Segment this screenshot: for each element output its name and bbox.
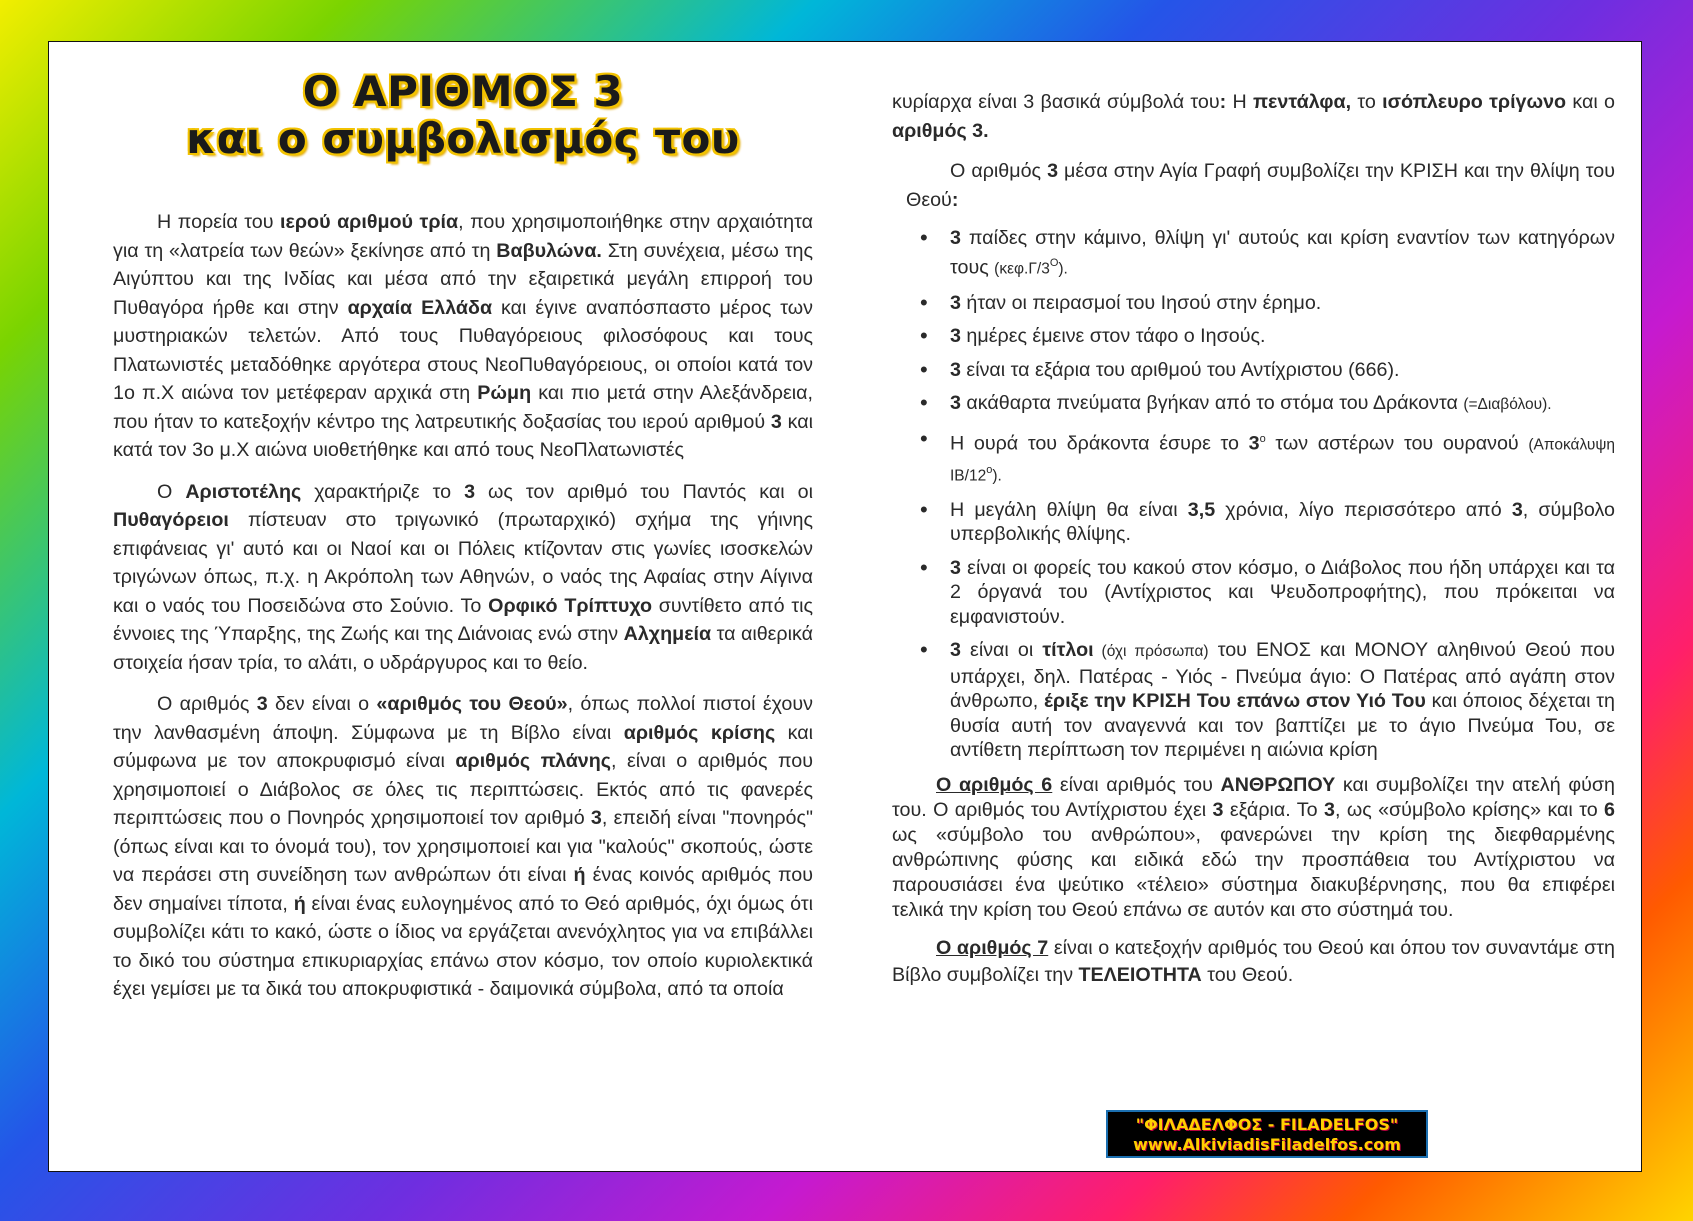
text-run: ως τον αριθμό του Παντός και οι — [475, 480, 813, 503]
text-run: είναι τα εξάρια του αριθμού του Αντίχριστου (666). — [960, 358, 1400, 381]
text-run: ημέρες έμεινε στον τάφο ο Ιησούς. — [960, 325, 1266, 348]
text-run: ήταν οι πειρασμοί του Ιησού στην έρημο. — [960, 291, 1322, 314]
text-run: 3 — [1047, 160, 1059, 182]
paragraph-number-7 — [892, 935, 1615, 989]
text-run: 3 — [950, 556, 961, 579]
text-run: του ΕΝΟΣ και ΜΟΝΟΥ αληθινού Θεού που υπάρχει, δηλ. Πατέρας - Υιός - Πνεύμα άγιο: Ο Πατέρας από αγάπη στον άνθρωπο, — [950, 639, 1616, 713]
badge-url: www.AlkiviadisFiladelfos.com — [1133, 1135, 1401, 1154]
text-run: «αριθμός του Θεού» — [376, 693, 568, 715]
text-run: Η μεγάλη θλίψη θα είναι — [950, 498, 1188, 521]
text-run: και σύμφωνα με τον αποκρυφισμό είναι — [113, 721, 813, 772]
list-item — [892, 291, 1615, 316]
text-run: Ο αριθμός 7 — [936, 936, 1049, 959]
text-run: Πυθαγόρειοι — [113, 509, 229, 531]
text-run: δεν είναι ο — [267, 693, 377, 715]
text-run: είναι οι — [960, 639, 1043, 662]
bullet-list — [892, 226, 1615, 763]
text-run: ή — [293, 892, 306, 915]
paragraph-scripture — [892, 157, 1615, 214]
text-run: (=Διαβόλου). — [1463, 396, 1552, 414]
text-run: O — [1049, 256, 1059, 269]
text-run: 3 — [1248, 432, 1260, 455]
text-run: , που χρησιμοποιήθηκε στην αρχαιότητα για τη «λατρεία των θεών» ξεκίνησε από τη — [113, 211, 813, 262]
bullet-icon: • — [920, 496, 928, 522]
list-item — [892, 556, 1615, 630]
text-run: είναι ένας ευλογημένος από το Θεό αριθμός, όχι όμως ότι συμβολίζει κάτι το κακό, ώστε ο ίδιος να εργάζεται ανενόχλητος για να επιβάλλει το δικό του σύστημα επικυριαρχίας επάνω στον κόσμο, τον οποίο κυριολεκτικά έχει γεμίσει με τα δικά του αποκρυφιστικά - δαιμονικά σύμβολα, από τα οποία — [113, 892, 813, 1000]
document-page — [48, 41, 1642, 1172]
text-run: (Αποκάλυψη ΙΒ/12 — [950, 436, 1615, 485]
bullet-icon: • — [920, 390, 928, 416]
list-item — [892, 391, 1615, 418]
text-run: του Θεού. — [1201, 963, 1294, 986]
text-run: Αριστοτέλης — [185, 480, 302, 503]
bullet-icon: • — [920, 356, 928, 382]
text-run: Βαβυλώνα. — [496, 239, 602, 262]
title-line-1: Ο ΑΡΙΘΜΟΣ 3 — [302, 67, 624, 116]
text-run: αρχαία Ελλάδα — [347, 296, 493, 319]
text-run: 3 — [950, 392, 961, 415]
text-run: ΑΝΘΡΩΠΟΥ — [1220, 773, 1336, 796]
list-item — [892, 324, 1615, 349]
text-run: κυρίαρχα είναι 3 βασικά σύμβολά του — [892, 91, 1220, 113]
text-run: 3 — [256, 693, 268, 715]
text-run: ο — [1259, 432, 1266, 445]
text-run: ως «σύμβολο του ανθρώπου», φανερώνει την κρίση της διεφθαρμένης ανθρώπινης φύσης και ειδικά εδώ την προσπάθεια του Αντίχριστου να παρουσιάσει ένα ψεύτικο «τέλειο» σύστημα διακυβέρνησης, που θα επιφέρει τελικά την κρίση του Θεού επάνω σε αυτόν και στο σύστημά του. — [892, 823, 1615, 921]
text-run: είναι αριθμός του — [1052, 773, 1221, 796]
text-run: και ο — [1566, 91, 1615, 113]
text-run: Ο — [157, 480, 186, 503]
bullet-icon: • — [920, 554, 928, 580]
text-run: ). — [992, 467, 1002, 485]
text-run: Η — [1226, 91, 1253, 113]
text-run: Ο αριθμός — [950, 160, 1048, 182]
list-item — [892, 427, 1615, 489]
text-run: των αστέρων του ουρανού — [1265, 432, 1529, 455]
text-run: και κατά τον 3ο μ.Χ αιώνα υιοθετήθηκε και από τους ΝεοΠλατωνιστές — [113, 410, 813, 461]
text-run: 3 — [590, 807, 602, 829]
text-run: τίτλοι — [1042, 639, 1094, 662]
paragraph-number-6 — [892, 773, 1615, 923]
badge-name: "ΦΙΛΑΔΕΛΦΟΣ - FILADELFOS" — [1135, 1115, 1399, 1134]
bullet-icon: • — [920, 225, 928, 250]
text-run: 3 — [1511, 498, 1523, 521]
bullet-icon: • — [920, 323, 928, 349]
text-run: ή — [573, 864, 586, 886]
text-run: 6 — [1604, 798, 1615, 821]
text-run: , επειδή είναι "πονηρός" (όπως είναι και το όνομά του), τον χρησιμοποιεί και για "καλούς" σκοπούς, ώστε να περάσει στη συνείδηση των ανθρώπων ότι είναι — [113, 807, 813, 886]
text-run: 3 — [770, 410, 782, 433]
paragraph-history — [113, 208, 813, 465]
text-run: , όπως πολλοί πιστοί έχουν την λανθασμένη άποψη. Σύμφωνα με τη Βίβλο είναι — [113, 693, 813, 744]
text-run: αριθμός κρίσης — [623, 721, 776, 744]
left-column — [113, 42, 813, 1004]
text-run: , σύμβολο υπερβολικής θλίψης. — [950, 498, 1616, 546]
text-run: αριθμός 3. — [892, 119, 989, 142]
text-run: Στη συνέχεια, μέσω της Αιγύπτου και της Ινδίας και μέσα από την εξαιρετικά μεγάλη επιρροή του Πυθαγόρα ήρθε και στην — [113, 239, 813, 319]
text-run: είναι οι φορείς του κακού στον κόσμο, ο Διάβολος που ήδη υπάρχει και τα 2 όργανά του (Αντίχριστος και Ψευδοπροφήτης), που πρόκειται να εμφανιστούν. — [950, 556, 1615, 628]
text-run: ισόπλευρο τρίγωνο — [1382, 91, 1567, 113]
text-run: είναι ο κατεξοχήν αριθμός του Θεού και όπου τον συναντάμε στη Βίβλο συμβολίζει την — [892, 936, 1616, 986]
list-item — [892, 638, 1615, 763]
text-run: και όποιος δέχεται τη θυσία αυτή τον αναγεννά και τον βαπτίζει με το άγιο Πνεύμα Του, σε αντίθετη περίπτωση τον περιμένει η αιώνια κρίση — [950, 690, 1615, 762]
paragraph-symbols — [892, 88, 1615, 145]
text-run: ΤΕΛΕΙΟΤΗΤΑ — [1078, 963, 1202, 986]
text-run: ακάθαρτα πνεύματα βγήκαν από το στόμα του Δράκοντα — [960, 392, 1464, 415]
text-run: 3 — [950, 358, 961, 381]
text-run: : — [1219, 91, 1227, 113]
text-run: 3 — [1324, 798, 1335, 821]
website-badge — [1106, 1110, 1428, 1158]
text-run: εξάρια. Το — [1223, 798, 1324, 821]
text-run: τα αιθερικά στοιχεία ήσαν τρία, το αλάτι, ο υδράργυρος και το θείο. — [113, 623, 813, 674]
text-run: Ο αριθμός — [157, 693, 257, 715]
bullet-icon: • — [920, 289, 928, 315]
text-run: ). — [1058, 260, 1068, 278]
text-run: 3,5 — [1187, 498, 1216, 521]
text-run: 3 — [464, 480, 476, 503]
text-run: πίστευαν στο τριγωνικό (πρωταρχικό) σχήμα της γήινης επιφάνειας γι' αυτό και οι Ναοί και οι Πόλεις κτίζονταν στις γωνίες ισοσκελών τριγώνων όπως, π.χ. η Ακρόπολη των Αθηνών, ο ναός της Αφαίας στην Αίγινα και ο ναός του Ποσειδώνα στο Σούνιο. Το — [113, 509, 813, 617]
text-run: Η πορεία του — [157, 211, 281, 233]
text-run: 3 — [1212, 798, 1224, 821]
text-run: 3 — [950, 325, 961, 348]
text-run: έριξε την ΚΡΙΣΗ Του επάνω στον Υιό Του — [1044, 690, 1426, 713]
text-run: : — [951, 188, 959, 211]
text-run: (όχι πρόσωπα) — [1093, 643, 1209, 661]
text-run: και έγινε αναπόσπαστο μέρος των μυστηριακών τελετών. Από τους Πυθαγόρειους φιλοσόφους και τους Πλατωνιστές μεταδόθηκε αργότερα στους ΝεοΠυθαγόρειους, οι οποίοι κατά τον 1ο π.Χ αιώνα τον μετέφεραν αρχικά στη — [113, 296, 814, 404]
text-run: Ορφικό Τρίπτυχο — [488, 594, 652, 617]
text-run: 3 — [950, 291, 961, 314]
bullet-icon: • — [920, 637, 928, 663]
text-run: πεντάλφα, — [1252, 91, 1352, 113]
paragraph-aristotle — [113, 478, 813, 678]
list-item — [892, 358, 1615, 383]
text-run: ένας κοινός αριθμός που δεν σημαίνει τίποτα, — [113, 864, 813, 915]
text-run: και συμβολίζει την ατελή φύση του. Ο αριθμός του Αντίχριστου έχει — [892, 773, 1616, 821]
text-run: 3 — [950, 227, 961, 249]
text-run: συντίθετο από τις έννοιες της Ύπαρξης, της Ζωής και της Διάνοιας ενώ στην — [113, 594, 814, 645]
text-run: 3 — [950, 639, 961, 662]
paragraph-number-of-judgment — [113, 690, 813, 1004]
text-run: το — [1351, 91, 1383, 113]
text-run: χαρακτήριζε το — [301, 480, 465, 503]
text-run: (κεφ.Γ/3 — [994, 260, 1050, 278]
bullet-icon: • — [920, 425, 928, 451]
text-run: Ρώμη — [477, 382, 532, 404]
page-title — [113, 68, 813, 162]
text-run: , ως «σύμβολο κρίσης» και το — [1334, 798, 1605, 821]
right-column — [892, 42, 1615, 989]
list-item — [892, 498, 1615, 547]
text-run: παίδες στην κάμινο, θλίψη γι' αυτούς και κρίση εναντίον των κατηγόρων τους — [950, 227, 1615, 279]
title-line-2: και ο συμβολισμός του — [186, 114, 740, 163]
list-item — [892, 226, 1615, 282]
text-run: αριθμός πλάνης — [455, 750, 612, 772]
text-run: ο — [986, 463, 993, 476]
text-run: Αλχημεία — [623, 623, 712, 645]
text-run: Ο αριθμός 6 — [936, 773, 1053, 796]
text-run: χρόνια, λίγο περισσότερο από — [1215, 498, 1512, 521]
text-run: Η ουρά του δράκοντα έσυρε το — [950, 432, 1249, 455]
text-run: , είναι ο αριθμός που χρησιμοποιεί ο Διάβολος σε όλες τις περιπτώσεις. Εκτός από τις φανερές περιπτώσεις που ο Πονηρός χρησιμοποιεί τον αριθμό — [113, 750, 813, 829]
text-run: και πιο μετά στην Αλεξάνδρεια, που ήταν το κατεξοχήν κέντρο της λατρευτικής δοξασίας του ιερού αριθμού — [113, 382, 813, 433]
text-run: ιερού αριθμού τρία — [280, 211, 459, 233]
text-run: μέσα στην Αγία Γραφή συμβολίζει την ΚΡΙΣΗ και την θλίψη του Θεού — [906, 160, 1615, 211]
